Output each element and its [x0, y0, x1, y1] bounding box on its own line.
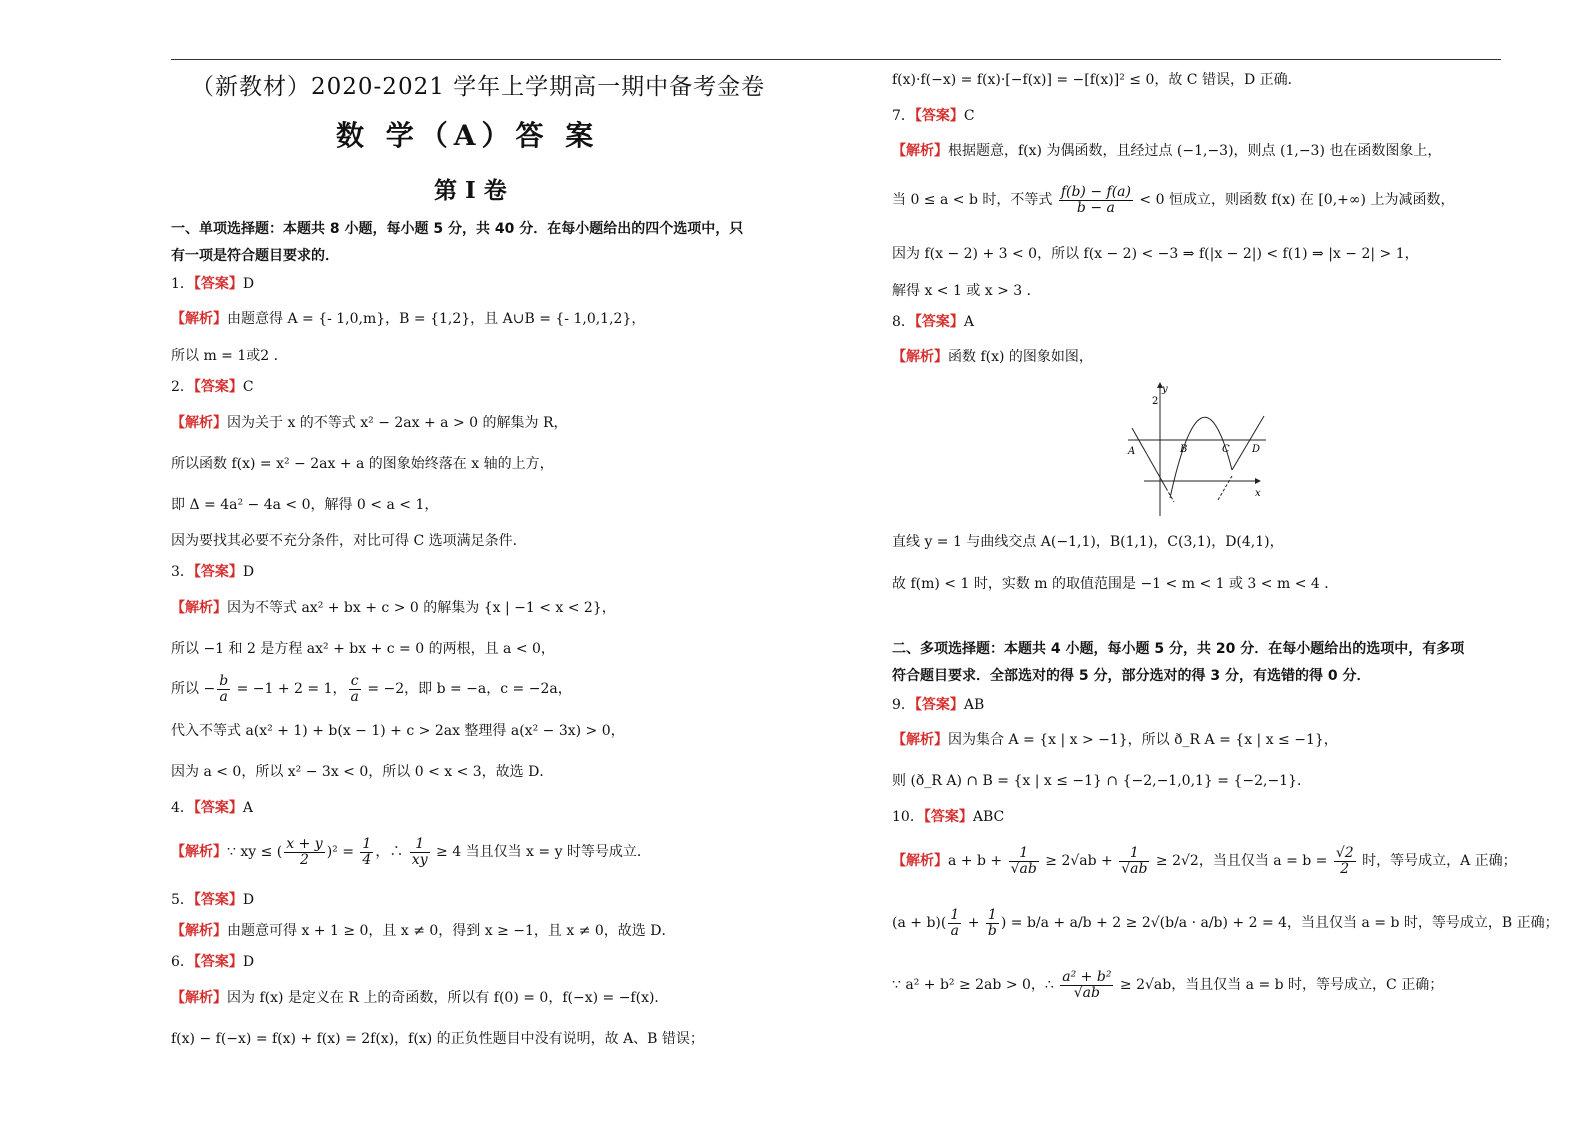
answer-value: C: [963, 108, 975, 124]
question-number: 5．: [171, 892, 194, 908]
q3-analysis-1: [171, 599, 616, 617]
answer-value: D: [242, 564, 255, 580]
q7-analysis-4: 解得 x < 1 或 x > 3 ．: [892, 283, 1041, 299]
fraction-1-over-sqrt-ab-2: $\frac{1}{√ab}$: [1121, 844, 1148, 877]
q7-analysis-3: 因为 f(x − 2) + 3 < 0，所以 f(x − 2) < −3 ⇒ f(|x − 2|) < f(1) ⇒ |x − 2| > 1，: [892, 246, 1419, 262]
q10-analysis-3: ∵ a² + b² ≥ 2ab > 0，∴ $\frac{\text{a² + b²}}{√ab}$ ≥ 2√ab，当且仅当 a = b 时，等号成立，C 正确；: [892, 968, 1444, 1001]
fraction-1-over-a: $\frac{1}{a}$: [950, 906, 960, 939]
question-number: 10．: [892, 809, 924, 825]
curve-right-dashed: [1218, 476, 1232, 500]
answer-value: A: [242, 800, 254, 816]
analysis-label: 【解析】: [171, 415, 227, 431]
fraction-1-over-b: $\frac{1}{b}$: [987, 906, 997, 939]
fraction-x-plus-y-over-2: $\frac{x + y}{2}$: [286, 835, 323, 868]
volume-title: 第 I 卷: [434, 177, 507, 204]
q4-analysis-1: 【解析】∵ xy ≤ ( $\frac{x + y}{2}$ )² = $\frac{1}{4}$ ，∴ $\frac{1}{xy}$ ≥ 4 当且仅当 x = y 时等号成立．: [171, 835, 651, 868]
q5-answer: [171, 891, 254, 909]
section1-heading-line1: 一、单项选择题：本题共 8 小题，每小题 5 分，共 40 分．在每小题给出的四个选项中，只: [171, 221, 744, 237]
answer-label: 【答案】: [914, 697, 964, 713]
q9-analysis-2: 则 (ð_R A) ∩ B = {x | x ≤ −1} ∩ {−2,−1,0,1} = {−2,−1}．: [892, 773, 1312, 789]
q10-answer: [892, 808, 1004, 826]
answer-label: 【答案】: [914, 314, 964, 330]
q2-analysis-4: 因为要找其必要不充分条件，对比可得 C 选项满足条件．: [171, 533, 527, 549]
section2-heading-line1: 二、多项选择题：本题共 4 小题，每小题 5 分，共 20 分．在每小题给出的选项中，有多项: [892, 641, 1465, 657]
fraction-1-over-sqrt-ab: $\frac{1}{√ab}$: [1010, 844, 1037, 877]
analysis-label: 【解析】: [892, 732, 948, 748]
q2-analysis-1: [171, 414, 568, 432]
answer-label: 【答案】: [193, 954, 243, 970]
analysis-label: 【解析】: [892, 349, 948, 365]
q8-answer: [892, 313, 974, 331]
q10-analysis-2: (a + b)( $\frac{1}{a}$ + $\frac{1}{b}$ ) = b/a + a/b + 2 ≥ 2√(b/a · a/b) + 2 = 4，当且仅当 a = b 时，等号成立，B 正确；: [892, 906, 1559, 939]
q4-answer: [171, 799, 253, 817]
q9-analysis-1: [892, 731, 1338, 749]
analysis-label: 【解析】: [171, 844, 227, 860]
analysis-text: 因为 f(x) 是定义在 R 上的奇函数，所以有 f(0) = 0，f(−x) = −f(x)．: [227, 990, 669, 1006]
answer-value: D: [242, 892, 255, 908]
q7-analysis-2: 当 0 ≤ a < b 时，不等式 $\frac{f(b) - f(a)}{b - a}$ < 0 恒成立，则函数 f(x) 在 [0,+∞) 上为减函数，: [892, 183, 1455, 216]
question-number: 9．: [892, 697, 915, 713]
question-number: 2．: [171, 379, 194, 395]
answer-value: AB: [963, 697, 985, 713]
function-graph: [1124, 380, 1266, 520]
x-axis-label: x: [1255, 488, 1261, 499]
q6-answer: [171, 953, 254, 971]
question-number: 7．: [892, 108, 915, 124]
answer-value: A: [963, 314, 975, 330]
q2-analysis-2: 所以函数 f(x) = x² − 2ax + a 的图象始终落在 x 轴的上方，: [171, 456, 554, 472]
answer-label: 【答案】: [193, 892, 243, 908]
question-number: 1．: [171, 276, 194, 292]
y-axis-label: y: [1162, 384, 1168, 395]
analysis-label: 【解析】: [892, 143, 948, 159]
q8-analysis-1: [892, 348, 1093, 366]
q3-analysis-3: 所以 − $\frac{b}{a}$ = −1 + 2 = 1， $\frac{c}{a}$ = −2，即 b = −a，c = −2a，: [171, 672, 572, 705]
fraction-a2-b2-over-sqrt-ab: $\frac{\text{a² + b²}}{√ab}$: [1062, 968, 1112, 1001]
analysis-label: 【解析】: [171, 311, 227, 327]
answer-label: 【答案】: [193, 379, 243, 395]
question-number: 8．: [892, 314, 915, 330]
point-d-label: D: [1252, 444, 1261, 455]
q2-analysis-3: 即 Δ = 4a² − 4a < 0，解得 0 < a < 1，: [171, 497, 439, 513]
analysis-text: 根据题意，f(x) 为偶函数，且经过点 (−1,−3)，则点 (1,−3) 也在函数图象上，: [948, 143, 1442, 159]
analysis-text: 因为集合 A = {x | x > −1}，所以 ð_R A = {x | x ≤ −1}，: [948, 732, 1338, 748]
curve-left-solid: [1132, 428, 1166, 488]
answer-value: C: [242, 379, 254, 395]
y-tick-label: 2: [1152, 396, 1159, 407]
fraction-c-over-a: $\frac{c}{a}$: [350, 672, 359, 705]
fraction-fb-minus-fa: $\frac{f(b) - f(a)}{b - a}$: [1060, 183, 1131, 216]
answer-value: D: [242, 276, 255, 292]
q3-analysis-4: 代入不等式 a(x² + 1) + b(x − 1) + c > 2ax 整理得 a(x² − 3x) > 0，: [171, 723, 625, 739]
curve-right-solid: [1232, 416, 1264, 470]
analysis-label: 【解析】: [171, 990, 227, 1006]
q8-analysis-2: 直线 y = 1 与曲线交点 A(−1,1)，B(1,1)，C(3,1)，D(4,1)，: [892, 534, 1284, 550]
exam-title: （新教材）2020-2021 学年上学期高一期中备考金卷: [191, 74, 766, 100]
point-c-label: C: [1222, 444, 1230, 455]
function-graph-svg: [1124, 380, 1266, 520]
question-number: 6．: [171, 954, 194, 970]
header-rule: [171, 59, 1501, 60]
q8-analysis-3: 故 f(m) < 1 时，实数 m 的取值范围是 −1 < m < 1 或 3 < m < 4 ．: [892, 576, 1339, 592]
answer-label: 【答案】: [193, 800, 243, 816]
section1-heading-line2: 有一项是符合题目要求的．: [171, 248, 339, 264]
analysis-text: 由题意可得 x + 1 ≥ 0，且 x ≠ 0，得到 x ≥ −1，且 x ≠ 0，故选 D．: [227, 923, 676, 939]
fraction-sqrt2-over-2: $\frac{√2}{2}$: [1335, 844, 1354, 877]
analysis-text: 函数 f(x) 的图象如图，: [948, 349, 1093, 365]
fraction-b-over-a: $\frac{b}{a}$: [219, 672, 229, 705]
analysis-label: 【解析】: [171, 923, 227, 939]
q1-answer: [171, 275, 254, 293]
q7-analysis-1: [892, 142, 1441, 160]
q7-answer: [892, 107, 975, 125]
q6-analysis-1: [171, 989, 668, 1007]
q3-answer: [171, 563, 254, 581]
answer-label: 【答案】: [914, 108, 964, 124]
subject-title: 数 学（A）答 案: [336, 119, 600, 152]
point-a-label: A: [1128, 446, 1136, 457]
curve-parabola: [1170, 417, 1232, 498]
fraction-1-over-4: $\frac{1}{4}$: [362, 835, 372, 868]
answer-label: 【答案】: [923, 809, 973, 825]
q3-analysis-5: 因为 a < 0，所以 x² − 3x < 0，所以 0 < x < 3，故选 D．: [171, 764, 554, 780]
x-axis-arrow: [1255, 478, 1261, 484]
question-number: 3．: [171, 564, 194, 580]
point-b-label: B: [1180, 444, 1188, 455]
answer-value: D: [242, 954, 255, 970]
q6-analysis-3: f(x)·f(−x) = f(x)·[−f(x)] = −[f(x)]² ≤ 0，故 C 错误，D 正确．: [892, 72, 1302, 88]
section2-heading-line2: 符合题目要求．全部选对的得 5 分，部分选对的得 3 分，有选错的得 0 分．: [892, 668, 1371, 684]
analysis-label: 【解析】: [171, 600, 227, 616]
q1-analysis-1: [171, 310, 645, 328]
q1-analysis-2: 所以 m = 1或2 ．: [171, 348, 288, 364]
q2-answer: [171, 378, 254, 396]
analysis-text: 由题意得 A = {- 1,0,m}，B = {1,2}，且 A∪B = {- 1,0,1,2}，: [227, 311, 646, 327]
analysis-label: 【解析】: [892, 853, 948, 869]
q9-answer: [892, 696, 984, 714]
fraction-1-over-xy: $\frac{1}{xy}$: [411, 835, 428, 868]
q5-analysis-1: [171, 922, 675, 940]
answer-value: ABC: [972, 809, 1005, 825]
answer-label: 【答案】: [193, 276, 243, 292]
q6-analysis-2: f(x) − f(−x) = f(x) + f(x) = 2f(x)，f(x) 的正负性题目中没有说明，故 A、B 错误；: [171, 1031, 704, 1047]
analysis-text: 因为不等式 ax² + bx + c > 0 的解集为 {x | −1 < x < 2}，: [227, 600, 616, 616]
analysis-text: 因为关于 x 的不等式 x² − 2ax + a > 0 的解集为 R，: [227, 415, 568, 431]
question-number: 4．: [171, 800, 194, 816]
q3-analysis-2: 所以 −1 和 2 是方程 ax² + bx + c = 0 的两根，且 a < 0，: [171, 641, 555, 657]
q10-analysis-1: 【解析】a + b + $\frac{1}{√ab}$ ≥ 2√ab + $\frac{1}{√ab}$ ≥ 2√2，当且仅当 a = b = $\frac{√2}{2}$ 时，等号成立，A 正确；: [892, 844, 1517, 877]
curve-left-dashed: [1166, 488, 1174, 502]
answer-label: 【答案】: [193, 564, 243, 580]
